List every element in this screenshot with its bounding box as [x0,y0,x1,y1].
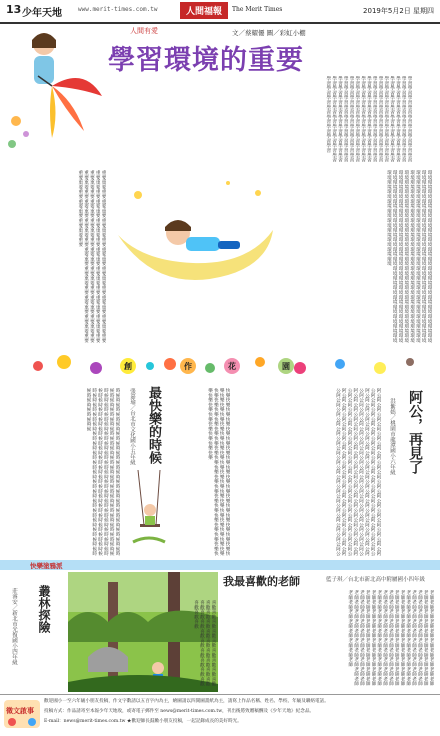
masthead-logo: 人間福報 [180,2,228,19]
feature-tag: 人間有愛 [130,27,158,35]
strip-char-3: 花 [228,361,236,371]
grandpa-author: 洪紫嫣／桃園市龍潭國小六年級 [389,398,395,475]
grandpa-title: 阿公，再見了 [407,390,423,474]
page-header [0,0,440,24]
strip-char-4: 園 [282,361,290,371]
teacher-author: 藍子琪／台北市新北高中附屬國小四年級 [326,577,426,583]
footer-line-2: 投稿方式：作品請寄至本報少年天地收，或寄電子郵件至 news@merit-times.com.tw，刊出後將致贈稿酬及《少年天地》紀念品。 [44,709,315,714]
strip-char-2: 作 [184,361,192,371]
feature-body-right: 環境環境環境環境環境環境環境環境環境環境環境環境環境環境環境環境環境環境環境環境環境環境環境環境環境環境環境環境環境環境環境環境環境環境環境環境環境環境環境環境環境環境環境環境環境環境環境環境環境環境環境環境環境環境環境環境環境環境環境環境環境環境環境環境環境環境環境環境環境環境環境環境環境環境環境環境環境環境環境環境環境環境環境環境環境環境環境環境環境環境環境環境環境環境環境環境環境環境環境環境環境環境環境環境環境環境環境環境環境環境環境環境環境環境環境環境環境環境環境環境環境環境環境環境環境環境環境環境環境環境環境環境環境環境環境環境 [386,170,432,343]
creative-garden-strip [0,348,440,384]
footer-line-3: E-mail：news@merit-times.com.tw ★歡迎師長鼓勵小朋友投稿，一起記錄成長的美好時光。 [44,719,242,724]
feature-body-left: 重要重要重要重要重要重要重要重要重要重要重要重要重要重要重要重要重要重要重要重要重要重要重要重要重要重要重要重要重要重要重要重要重要重要重要重要重要重要重要重要重要重要重要重要重要重要重要重要重要重要重要重要重要重要重要重要重要重要重要重要重要重要重要重要重要重要重要重要重要重要重要重要重要重要重要重要重要重要重要重要 [77,170,106,343]
jungle-title: 叢林探險 [37,585,51,633]
website-url: www.merit-times.com.tw [78,6,158,13]
masthead-english: The Merit Times [232,6,283,13]
child-on-moon-illustration [108,175,278,295]
happiest-body-right: 快樂快樂快樂快樂快樂快樂快樂快樂快樂快樂快樂快樂快樂快樂快樂快樂快樂快樂快樂快樂快樂快樂快樂快樂快樂快樂快樂快樂快樂快樂快樂快樂快樂快樂快樂快樂快樂快樂快樂快樂快樂快樂快樂快樂快樂快樂快樂快樂快樂快樂快樂快樂快樂快樂快樂快樂快樂快樂快樂快樂 [207,388,230,556]
doodle-band [0,560,440,570]
page-section-name: 少年天地 [22,8,62,19]
feature-byline: 文／蔡耀僊 圖／彩虹小棚 [232,29,306,37]
teacher-body-left: 喜歡喜歡喜歡喜歡喜歡喜歡喜歡喜歡喜歡喜歡喜歡喜歡喜歡喜歡喜歡喜歡喜歡喜歡喜歡喜歡喜歡喜歡喜歡喜歡喜歡喜歡喜歡喜歡喜歡喜歡 [193,600,216,687]
grandpa-body: 阿公阿公阿公阿公阿公阿公阿公阿公阿公阿公阿公阿公阿公阿公阿公阿公阿公阿公阿公阿公阿公阿公阿公阿公阿公阿公阿公阿公阿公阿公阿公阿公阿公阿公阿公阿公阿公阿公阿公阿公阿公阿公阿公阿公阿公阿公阿公阿公阿公阿公阿公阿公阿公阿公阿公阿公阿公阿公阿公阿公阿公阿公阿公阿公阿公阿公阿公阿公阿公阿公阿公阿公阿公阿公阿公阿公阿公阿公阿公阿公阿公阿公阿公阿公阿公阿公阿公阿公阿公阿公阿公阿公阿公阿公阿公阿公阿公阿公阿公阿公阿公阿公阿公阿公阿公阿公阿公阿公阿公阿公阿公阿公阿公阿公阿公阿公阿公阿公阿公阿公阿公阿公阿公阿公阿公阿公阿公阿公阿公阿公阿公阿公阿公阿公阿公阿公阿公阿公阿公阿公 [335,388,381,556]
teacher-title: 我最喜歡的老師 [223,575,300,588]
footer-line-1: 歡迎國小一至六年級小朋友投稿，作文字數請以五百字內為主，繪圖請以四開圖畫紙為主，請寫上作品名稱、姓名、學校、年級及聯絡電話。 [44,699,329,704]
jungle-author: 莊睿安／新北市光復國小四年級 [11,588,17,665]
doodle-band-label: 快樂塗鴉派 [30,562,63,570]
issue-date: 2019年5月2日 星期四 [363,7,434,15]
call-for-submissions-label: 徵文啟事 [6,707,34,715]
happiest-title: 最快樂的時候 [146,386,161,464]
teacher-body: 老師老師老師老師老師老師老師老師老師老師老師老師老師老師老師老師老師老師老師老師老師老師老師老師老師老師老師老師老師老師老師老師老師老師老師老師老師老師老師老師老師老師老師老師老師老師老師老師老師老師老師老師老師老師老師老師老師老師老師老師老師老師老師老師老師老師老師老師老師老師老師老師老師老師老師老師老師老師老師老師老師老師老師老師老師老師老師老師老師老師老師老師老師老師老師老師老師老師老師老師老師老師老師老師老師老師老師老師老師老師老師老師老師老師老師老師老師老師老師老師老師老師老師老師老師老師老師老師老師老師老師老師老師老師老師老師老師老師老師老師老師老師老師老師老師老師老師老師 [347,590,434,686]
page-number: 13 [6,3,22,16]
child-on-swing-illustration [128,470,170,550]
girl-umbrella-illustration [4,26,104,156]
feature-title: 學習環境的重要 [108,45,304,76]
feature-body-top: 學習學習學習學習學習學習學習學習學習學習學習學習學習學習學習學習學習學習學習學習學習學習學習學習學習學習學習學習學習學習學習學習學習學習學習學習學習學習學習學習學習學習學習學習學習學習學習學習學習學習學習學習學習學習學習學習學習學習學習學習學習學習學習學習學習學習學習學習學習學習學習學習學習學習學習學習學習學習學習學習學習學習學習學習學習學習學習學習學習學習學習學習學習學習學習學習學習學習學習學習學習學習學習學習學習學習學習學習學習學習學習學習學習學習學習學習學習學習學習學習學習學習學習學習學習學習學習學習學習學習學習學習學習學習 [325,76,412,163]
strip-char-1: 創 [124,361,132,371]
happiest-body-left: 時候時候時候時候時候時候時候時候時候時候時候時候時候時候時候時候時候時候時候時候時候時候時候時候時候時候時候時候時候時候時候時候時候時候時候時候時候時候時候時候時候時候時候時候時候時候時候時候時候時候時候時候時候時候時候時候時候時候時候時候時候時候時候時候時候時候時候時候時候時候時候時候時候時候時候時候時候時候時候時候時候時候時候時候時候時候時候時候時候時候時候時候 [86,388,120,556]
happiest-author: 張嘉瑜／台北市文化國小五年級 [129,388,135,465]
